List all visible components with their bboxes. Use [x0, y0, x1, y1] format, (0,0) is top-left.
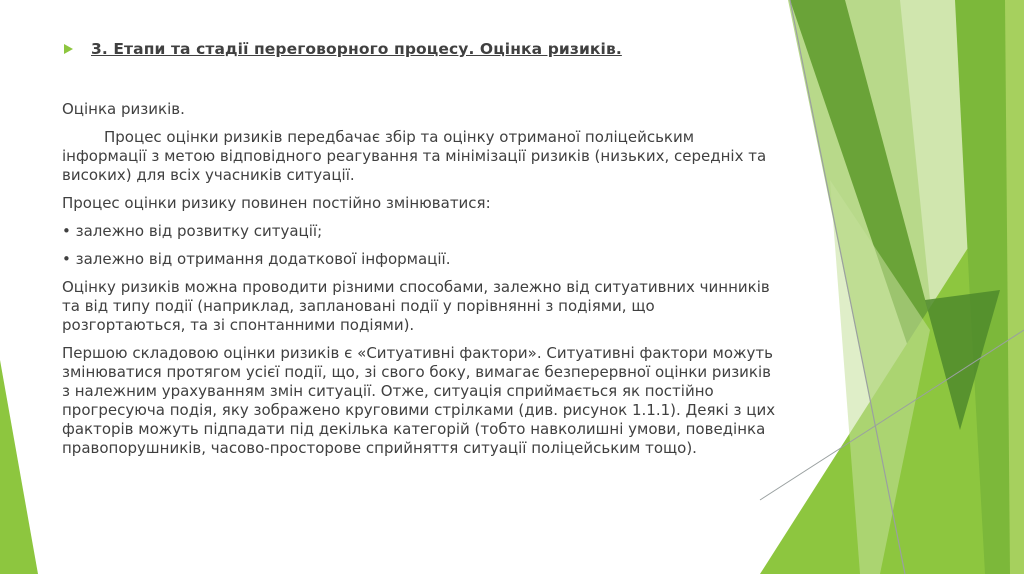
- paragraph-change: Процес оцінки ризику повинен постійно змінюватися:: [62, 194, 491, 212]
- list-item-development: • залежно від розвитку ситуації;: [62, 222, 323, 240]
- paragraph-heading: Оцінка ризиків.: [62, 100, 185, 118]
- list-item-information: • залежно від отримання додаткової інформації.: [62, 250, 451, 268]
- paragraph-methods: Оцінку ризиків можна проводити різними способами, залежно від ситуативних чинників та від типу події (наприклад, заплановані події у порівнянні з подіями, що розгортаються, та зі спонтанними подіями).: [62, 278, 770, 334]
- slide-title: 3. Етапи та стадії переговорного процесу. Оцінка ризиків.: [91, 40, 622, 58]
- paragraph-process: Процес оцінки ризиків передбачає збір та оцінку отриманої поліцейським інформації з метою відповідного реагування та мінімізації ризиків (низьких, середніх та високих) для всіх учасників ситуації.: [62, 128, 767, 184]
- slide-body: [62, 100, 782, 467]
- triangle-bullet-icon: [64, 44, 73, 54]
- paragraph-factors: Першою складовою оцінки ризиків є «Ситуативні фактори». Ситуативні фактори можуть змінюватися протягом усієї події, що, зі свого боку, вимагає безперервної оцінки ризиків з належним урахуванням змін ситуації. Отже, ситуація сприймається як постійно прогресуюча подія, яку зображено круговими стрілками (див. рисунок 1.1.1). Деякі з цих факторів можуть підпадати під декілька категорій (тобто навколишні умови, поведінка правопорушників, часово-просторове сприйняття ситуації поліцейським тощо).: [62, 344, 776, 457]
- title-row: [64, 40, 622, 58]
